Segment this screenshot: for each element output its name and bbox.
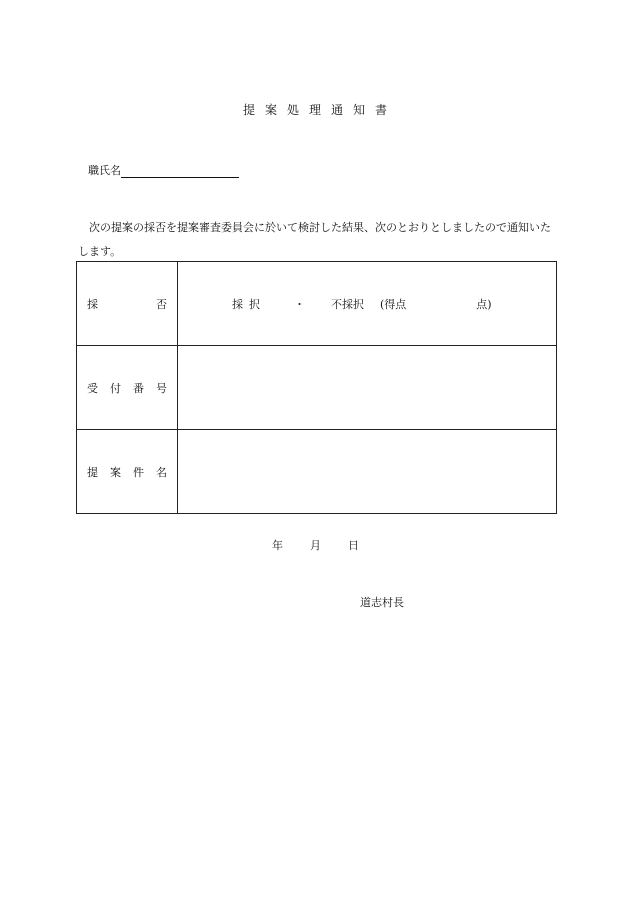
table-row-receipt-number xyxy=(77,346,557,430)
date-month: 月 xyxy=(310,539,321,552)
header-char: 番 xyxy=(133,381,144,395)
proposal-subject-header-cell xyxy=(77,430,178,514)
name-blank-field[interactable] xyxy=(121,165,239,178)
decision-value-cell[interactable] xyxy=(178,262,557,346)
header-char: 号 xyxy=(156,381,167,395)
header-char: 否 xyxy=(156,297,167,311)
header-char: 名 xyxy=(156,465,167,479)
date-year: 年 xyxy=(272,539,283,552)
header-char: 採 xyxy=(87,297,98,311)
score-label-open: (得点 xyxy=(380,297,407,311)
proposal-subject-value-cell[interactable] xyxy=(178,430,557,514)
name-line xyxy=(88,162,239,178)
signer-name: 道志村長 xyxy=(360,596,404,609)
accept-option[interactable]: 採択 xyxy=(232,297,266,311)
header-char: 受 xyxy=(87,381,98,395)
table-row-decision xyxy=(77,262,557,346)
notice-body-text: 次の提案の採否を提案審査委員会に於いて検討した結果、次のとおりとしましたので通知いたします。 xyxy=(78,221,551,258)
header-char: 付 xyxy=(110,381,121,395)
header-char: 提 xyxy=(87,465,98,479)
page-title: 提案処理通知書 xyxy=(242,103,397,117)
header-char: 案 xyxy=(110,465,121,479)
date-day: 日 xyxy=(348,539,359,552)
proposal-form-table xyxy=(76,261,557,514)
option-separator: ・ xyxy=(294,297,305,311)
name-label: 職氏名 xyxy=(88,164,121,177)
receipt-number-header-cell xyxy=(77,346,178,430)
score-label-close: 点) xyxy=(476,297,492,311)
decision-header-cell xyxy=(77,262,178,346)
receipt-number-value-cell[interactable] xyxy=(178,346,557,430)
header-char: 件 xyxy=(133,465,144,479)
date-line xyxy=(272,537,359,553)
reject-option[interactable]: 不採択 xyxy=(331,297,364,311)
table-row-proposal-subject xyxy=(77,430,557,514)
